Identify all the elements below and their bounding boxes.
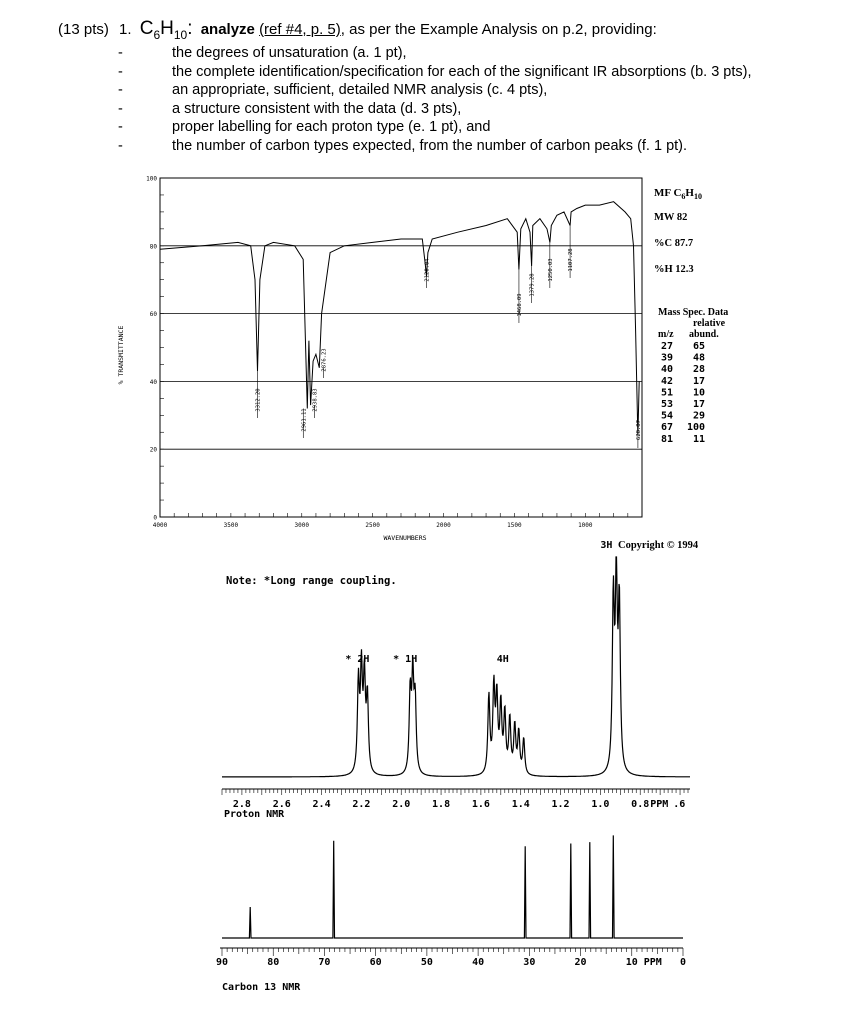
carbon-axis-label: 40: [472, 957, 485, 968]
proton-axis-label: 2.4: [312, 799, 331, 810]
ir-plot-frame: [160, 178, 642, 517]
ir-y-tick-labels: [146, 176, 157, 522]
mass-spec-abundance: 11: [692, 433, 705, 445]
ir-minor-ticks: [160, 178, 628, 517]
carbon-axis-label: 60: [369, 957, 382, 968]
ir-peak-label: 2938.83: [312, 388, 319, 412]
carbon-nmr-trace: [222, 835, 683, 938]
carbon-axis-label: 0: [679, 957, 687, 968]
mass-spec-abundance: 28: [692, 364, 705, 376]
ir-peak-label: 2961.11: [301, 408, 308, 432]
bullet-item: - an appropriate, sufficient, detailed NMR analysis (c. 4 pts),: [118, 82, 548, 98]
proton-integration-label: * 2H: [345, 654, 370, 665]
proton-integration-label: 4H: [496, 654, 509, 665]
ir-y-tick: 0: [153, 514, 157, 522]
question-verb: analyze: [200, 21, 255, 38]
proton-integration-label: * 1H: [393, 654, 418, 665]
ir-x-tick: 3500: [223, 522, 239, 529]
question-rest: , as per the Example Analysis on p.2, providing:: [340, 21, 657, 38]
proton-axis-label: 1.4: [511, 799, 530, 810]
mass-spec-mz: 67: [661, 422, 674, 434]
proton-axis-label: 2.6: [272, 799, 291, 810]
ir-spectrum: [117, 176, 642, 543]
ir-x-tick-labels: [153, 522, 593, 529]
bullet-item: - a structure consistent with the data (d. 3 pts),: [118, 100, 462, 117]
mass-spec-relative: relative: [693, 318, 726, 329]
mass-spec-abundance: 48: [692, 352, 705, 364]
mass-spec-abundance: 65: [692, 341, 705, 352]
ir-peak-label: 1107.28: [568, 248, 575, 272]
proton-nmr-axis: [222, 789, 690, 810]
proton-axis-label: 2.0: [392, 799, 411, 810]
question-points: (13 pts): [58, 21, 109, 38]
ir-y-axis-label: % TRANSMITTANCE: [117, 325, 125, 385]
mass-spec-title: Mass Spec. Data: [658, 307, 729, 318]
ir-y-tick: 40: [149, 378, 157, 386]
carbon-axis-label: 30: [523, 957, 536, 968]
percent-hydrogen: %H 12.3: [654, 264, 694, 275]
mass-spec-abundance: 100: [686, 422, 705, 434]
carbon-axis-label: 50: [420, 957, 433, 968]
mass-spec-mz: 81: [661, 433, 674, 445]
proton-axis-label: .6: [673, 799, 686, 810]
ir-y-tick: 80: [149, 243, 157, 251]
ir-x-tick: 4000: [152, 522, 168, 529]
ir-spectrum-trace: [160, 202, 639, 436]
compound-info: [654, 187, 702, 275]
carbon-axis-label: 70: [318, 957, 331, 968]
proton-integration-label: 3H: [600, 540, 613, 551]
mass-spec-abundance: 29: [692, 410, 705, 422]
proton-axis-label: 2.2: [352, 799, 371, 810]
bullet-item: - proper labelling for each proton type (e. 1 pt), and: [118, 119, 491, 135]
mass-spec-mz: 40: [661, 364, 674, 376]
ir-x-tick: 2000: [436, 522, 451, 529]
mass-spec-mz-header: m/z: [658, 329, 674, 340]
carbon-nmr-spectrum: [216, 835, 686, 993]
proton-nmr-spectrum: [222, 540, 690, 820]
copyright-notice: Copyright © 1994: [618, 540, 699, 551]
proton-nmr-title: Proton NMR: [224, 809, 285, 820]
proton-axis-label: 0.8: [631, 799, 650, 810]
carbon-axis-unit: PPM: [643, 957, 662, 968]
mass-spec-abund-header: abund.: [689, 329, 719, 340]
proton-axis-label: 1.2: [551, 799, 570, 810]
carbon-axis-label: 10: [625, 957, 638, 968]
proton-axis-label: 1.8: [432, 799, 451, 810]
mass-spec-mz: 39: [661, 352, 674, 364]
mass-spec-mz: 42: [661, 375, 674, 387]
carbon-nmr-title: Carbon 13 NMR: [222, 982, 301, 993]
carbon-axis-label: 20: [574, 957, 587, 968]
carbon-axis-label: 90: [215, 957, 229, 968]
ir-peak-label: 3312.20: [255, 388, 262, 412]
molecular-weight: MW 82: [654, 212, 688, 223]
ir-x-tick: 1000: [578, 522, 593, 529]
ir-peak-labels: [256, 225, 642, 448]
percent-carbon: %C 87.7: [654, 238, 694, 249]
mass-spec-abundance: 17: [692, 375, 705, 387]
proton-axis-label: 1.6: [471, 799, 490, 810]
proton-axis-label: 1.0: [591, 799, 610, 810]
mass-spec-abundance: 17: [692, 399, 705, 410]
ir-peak-label: 1379.28: [529, 273, 536, 297]
ir-y-tick: 60: [149, 311, 157, 319]
bullet-item: - the complete identification/specification for each of the significant IR absorptions (b. 3 pts),: [118, 63, 752, 80]
mass-spec-mz: 27: [661, 341, 674, 352]
carbon-axis-label: 80: [267, 957, 280, 968]
ir-x-axis-label: WAVENUMBERS: [383, 534, 427, 542]
ir-y-tick: 100: [146, 175, 157, 183]
ir-peak-label: 1468.09: [516, 293, 523, 317]
ir-peak-label: 628.87: [635, 420, 642, 440]
proton-axis-unit: PPM: [650, 799, 669, 810]
mass-spec-abundance: 10: [692, 387, 705, 399]
question-formula: $C_6H_{10}$:: [139, 18, 193, 42]
proton-nmr-trace: [222, 557, 690, 777]
mass-spec-table: [658, 307, 728, 445]
molecular-formula: MF $C_6H_{10}$: [654, 187, 702, 201]
question-reference-link[interactable]: (ref #4, p. 5): [259, 21, 341, 38]
ir-x-tick: 2500: [365, 522, 380, 529]
ir-peak-label: 1250.03: [547, 258, 554, 282]
ir-peak-label: 2120.04: [424, 258, 431, 282]
mass-spec-mz: 51: [661, 387, 674, 399]
ir-gridlines: [160, 246, 642, 449]
bullet-item: - the degrees of unsaturation (a. 1 pt),: [118, 45, 407, 61]
carbon-nmr-axis: [216, 948, 686, 968]
mass-spec-mz: 54: [661, 410, 674, 422]
ir-y-tick: 20: [149, 446, 157, 454]
ir-x-tick: 3000: [294, 522, 309, 529]
question-number: 1.: [119, 21, 132, 38]
mass-spec-mz: 53: [661, 399, 674, 410]
bullet-item: - the number of carbon types expected, from the number of carbon peaks (f. 1 pt).: [118, 137, 688, 154]
proton-axis-label: 2.8: [232, 799, 251, 810]
ir-peak-label: 2876.23: [321, 348, 328, 372]
ir-x-tick: 1500: [507, 522, 522, 529]
proton-nmr-note: Note: *Long range coupling.: [226, 575, 397, 587]
